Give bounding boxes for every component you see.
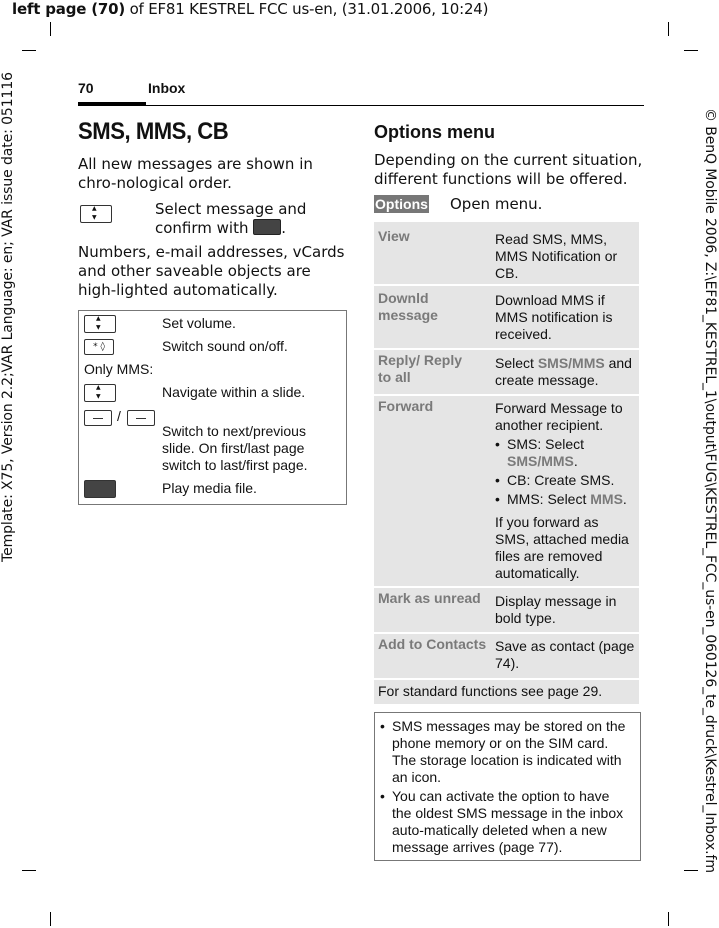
crop-mark — [22, 870, 36, 871]
option-desc: Download MMS if MMS notification is received. — [495, 292, 613, 342]
option-name: View — [378, 228, 410, 244]
forward-note: If you forward as SMS, attached media files are removed automatically. — [495, 514, 629, 581]
list-item — [495, 436, 635, 470]
only-mms-label: Only MMS: — [84, 361, 154, 377]
table-row — [374, 350, 639, 394]
table-row — [374, 286, 639, 348]
crop-mark — [684, 50, 698, 51]
crop-mark — [668, 912, 669, 926]
options-softkey: Options — [375, 196, 428, 212]
option-desc — [495, 400, 635, 582]
crop-mark — [22, 50, 36, 51]
option-desc — [495, 355, 635, 389]
select-text-1: Select message and — [155, 200, 307, 218]
section-name: Inbox — [148, 80, 186, 96]
play-media-text: Play media file. — [162, 480, 257, 496]
bullet-text: . — [573, 453, 578, 469]
center-key-icon — [253, 219, 281, 235]
option-desc: Read SMS, MMS, MMS Notification or CB. — [495, 231, 618, 281]
standard-functions-text: For standard functions see page 29. — [378, 683, 603, 699]
switch-sound-text: Switch sound on/off. — [162, 338, 288, 354]
center-key-icon — [84, 480, 116, 498]
crop-mark — [50, 22, 51, 36]
bullet-text: SMS: Select — [507, 436, 585, 452]
switch-slide-text: Switch to next/previous slide. On first/last page switch to last/first page. — [162, 423, 308, 473]
template-info: Template: X75, Version 2.2;VAR Language: en; VAR issue date: 051116 — [0, 72, 16, 562]
note-item: • SMS messages may be stored on the phone memory or on the SIM card. The storage location is indicated with an icon. — [380, 718, 632, 786]
note-item: • You can activate the option to have the oldest SMS message in the inbox auto-matically deleted when a new message arrives (page 77). — [380, 788, 632, 856]
navigate-text: Navigate within a slide. — [162, 384, 306, 400]
reply-highlight: SMS/MMS — [537, 355, 605, 371]
notes-box — [374, 712, 641, 861]
left-key-icon — [127, 410, 155, 426]
page-title: SMS, MMS, CB — [78, 118, 229, 145]
slash-separator: / — [117, 408, 121, 424]
option-name: Add to Contacts — [378, 636, 487, 652]
open-menu-text: Open menu. — [450, 195, 543, 213]
star-key-icon: * ◊ — [84, 339, 114, 355]
crop-mark — [668, 22, 669, 36]
notes-list — [380, 718, 632, 856]
bullet-highlight: MMS — [590, 491, 623, 507]
option-name: Downld message — [378, 290, 438, 323]
crop-mark — [50, 912, 51, 926]
nav-key-icon — [84, 384, 116, 402]
bullet-text: MMS: Select — [507, 491, 591, 507]
table-row — [374, 396, 639, 586]
option-name: Reply/ Reply to all — [378, 352, 463, 385]
select-text-3: . — [281, 219, 287, 237]
select-instruction — [155, 200, 345, 238]
bullet-text: . — [622, 491, 627, 507]
print-header-page: left page (70) — [12, 0, 126, 18]
intro-text: All new messages are shown in chro-nological order. — [78, 155, 313, 192]
reply-text: Select — [495, 355, 538, 371]
list-item: • CB: Create SMS. — [495, 472, 635, 489]
copyright-path: © BenQ Mobile 2006, Z:\EF81_KESTREL_1\output\FUG\KESTREL_FCC_us-en_060126_te_druck\Kestrel_Inbox.fm — [702, 108, 718, 873]
forward-desc: Forward Message to another recipient. — [495, 400, 623, 433]
table-row — [374, 680, 639, 704]
nav-key-icon — [84, 315, 116, 333]
table-row — [374, 588, 639, 632]
highlight-text: Numbers, e-mail addresses, vCards and other saveable objects are high-lighted automatically. — [78, 243, 345, 299]
nav-key-icon — [80, 205, 112, 223]
select-text-2: confirm with — [155, 219, 249, 237]
table-row — [374, 634, 639, 678]
reply-text: and create message. — [495, 355, 632, 388]
option-desc: Save as contact (page 74). — [495, 638, 635, 671]
option-name: Mark as unread — [378, 590, 481, 606]
option-desc: Display message in bold type. — [495, 593, 617, 626]
right-key-icon — [84, 410, 112, 426]
option-name: Forward — [378, 398, 434, 414]
print-header — [12, 0, 488, 18]
print-header-info: of EF81 KESTREL FCC us-en, (31.01.2006, 10:24) — [125, 0, 489, 18]
header-rule — [78, 105, 644, 106]
options-intro: Depending on the current situation, different functions will be offered. — [374, 151, 643, 188]
bullet-highlight: SMS/MMS — [507, 453, 574, 469]
table-row — [374, 222, 639, 284]
section-title: Options menu — [374, 122, 495, 142]
set-volume-text: Set volume. — [162, 315, 236, 331]
crop-mark — [684, 870, 698, 871]
list-item — [495, 491, 635, 508]
page-number: 70 — [78, 80, 94, 96]
